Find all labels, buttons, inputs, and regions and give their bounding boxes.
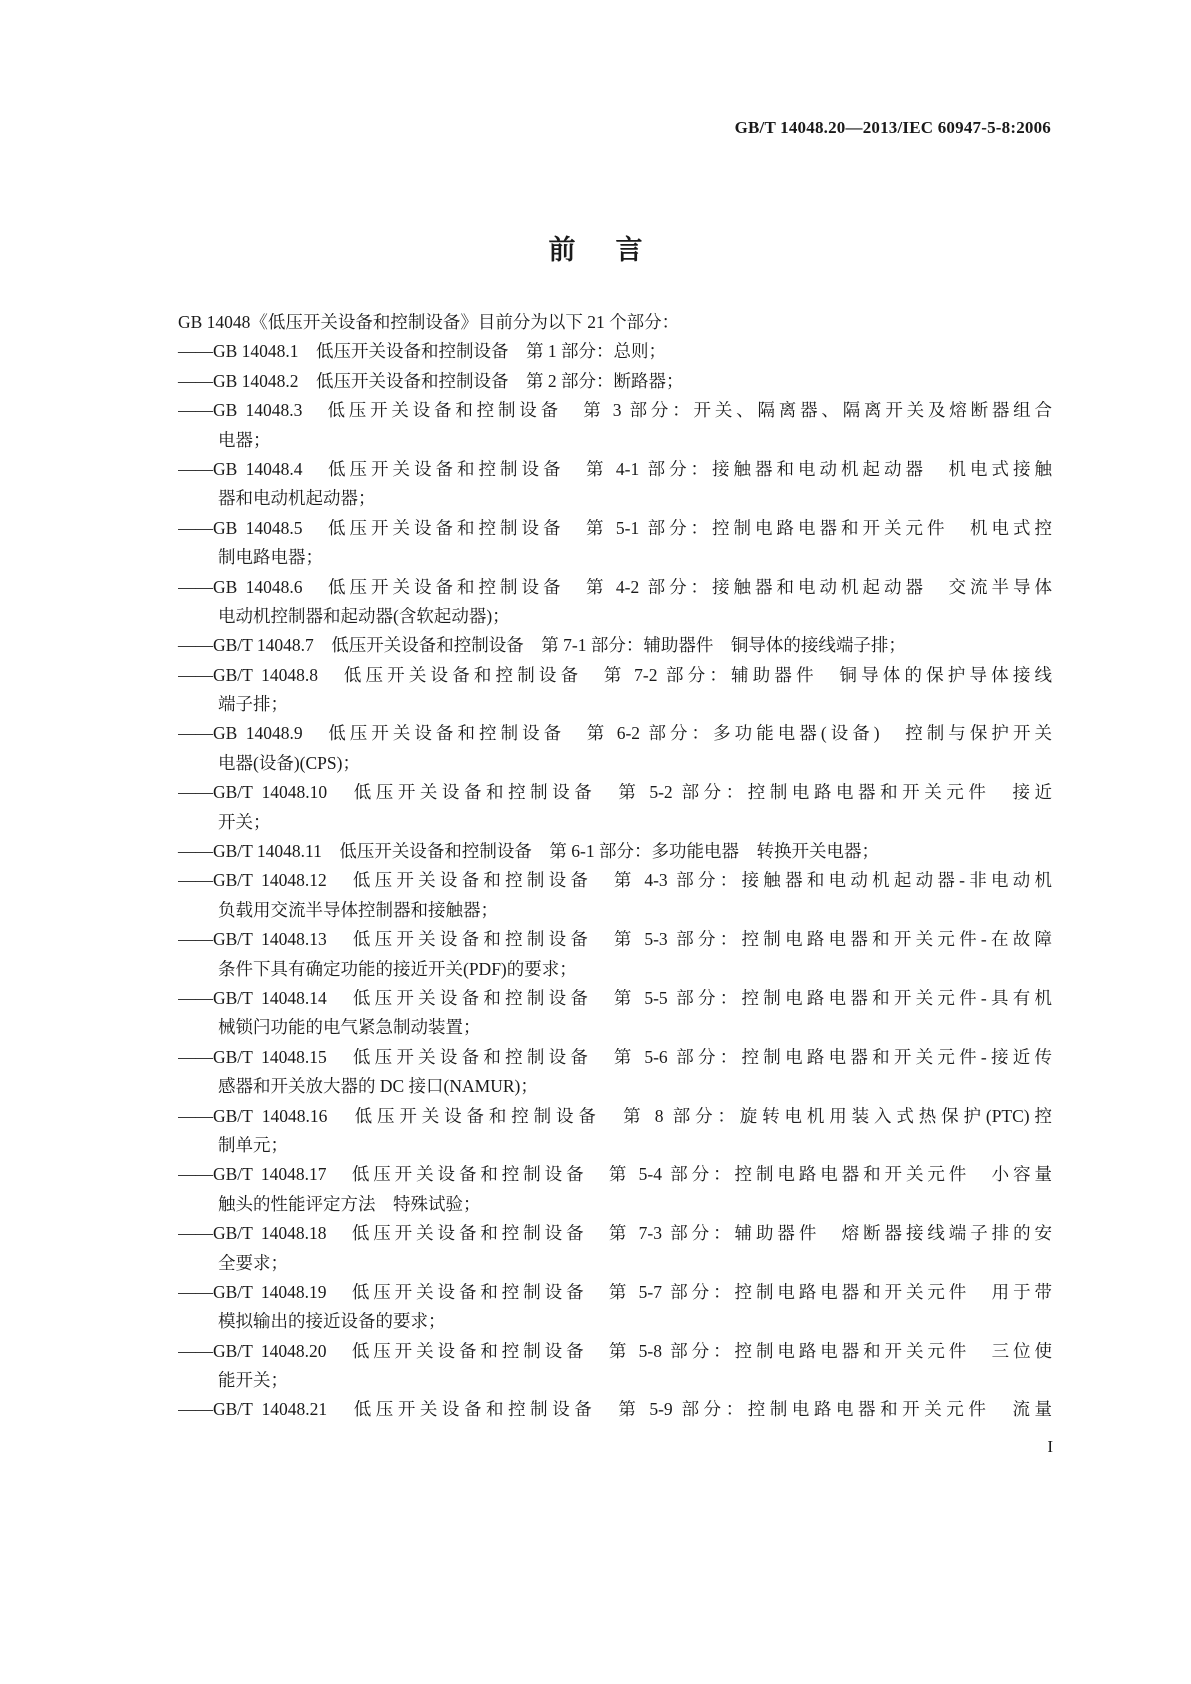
document-body [178,308,1052,1425]
list-item [178,925,1052,984]
list-item-line: ——GB 14048.3 低压开关设备和控制设备 第 3 部分：开关、隔离器、隔离开关及熔断器组合 [178,400,1052,421]
list-item-line: ——GB/T 14048.7 低压开关设备和控制设备 第 7-1 部分：辅助器件 铜导体的接线端子排； [178,635,906,656]
list-item-line: ——GB 14048.6 低压开关设备和控制设备 第 4-2 部分：接触器和电动机起动器 交流半导体 [178,576,1052,597]
page-title: 前言 [548,235,683,265]
list-item [178,367,1052,396]
list-item-line: ——GB/T 14048.8 低压开关设备和控制设备 第 7-2 部分：辅助器件 铜导体的保护导体接线 [178,664,1052,685]
list-item-continuation: 械锁闩功能的电气紧急制动装置； [218,1017,481,1038]
page-number: I [1047,1437,1053,1456]
list-item [178,1337,1052,1396]
intro-paragraph: GB 14048《低压开关设备和控制设备》目前分为以下 21 个部分： [178,312,680,332]
list-item-line: ——GB/T 14048.10 低压开关设备和控制设备 第 5-2 部分：控制电路电器和开关元件 接近 [178,782,1052,803]
list-item [178,514,1052,573]
list-item [178,1395,1052,1424]
standard-code-header: GB/T 14048.20—2013/IEC 60947-5-8:2006 [734,118,1051,137]
list-item [178,1160,1052,1219]
list-item [178,866,1052,925]
list-item-continuation: 电动机控制器和起动器(含软起动器)； [218,605,510,626]
list-item-continuation: 感器和开关放大器的 DC 接口(NAMUR)； [218,1076,538,1097]
list-item-line: ——GB 14048.5 低压开关设备和控制设备 第 5-1 部分：控制电路电器和开关元件 机电式控 [178,517,1052,538]
list-item [178,631,1052,660]
list-item-continuation: 条件下具有确定功能的接近开关(PDF)的要求； [218,958,577,979]
list-item-line: ——GB/T 14048.14 低压开关设备和控制设备 第 5-5 部分：控制电路电器和开关元件-具有机 [178,987,1052,1008]
list-item [178,1219,1052,1278]
list-item-continuation: 电器； [218,429,271,450]
list-item-continuation: 制电路电器； [218,547,323,568]
list-item-line: ——GB/T 14048.11 低压开关设备和控制设备 第 6-1 部分：多功能电器 转换开关电器； [178,841,879,862]
list-item-continuation: 负载用交流半导体控制器和接触器； [218,899,498,920]
list-item [178,984,1052,1043]
list-item-continuation: 开关； [218,811,271,832]
list-item [178,778,1052,837]
list-item-continuation: 端子排； [218,694,288,715]
list-item-continuation: 电器(设备)(CPS)； [218,752,360,773]
list-item-line: ——GB/T 14048.13 低压开关设备和控制设备 第 5-3 部分：控制电路电器和开关元件-在故障 [178,929,1052,950]
list-item-continuation: 触头的性能评定方法 特殊试验； [218,1193,481,1214]
list-item [178,396,1052,455]
list-item [178,1043,1052,1102]
list-item [178,1278,1052,1337]
list-item-line: ——GB/T 14048.15 低压开关设备和控制设备 第 5-6 部分：控制电路电器和开关元件-接近传 [178,1046,1052,1067]
list-item [178,1102,1052,1161]
list-item-line: ——GB 14048.9 低压开关设备和控制设备 第 6-2 部分：多功能电器(设备) 控制与保护开关 [178,723,1052,744]
list-item-continuation: 制单元； [218,1134,288,1155]
standard-parts-list [178,337,1052,1424]
list-item-continuation: 全要求； [218,1252,288,1273]
list-item-line: ——GB 14048.2 低压开关设备和控制设备 第 2 部分：断路器； [178,370,684,391]
list-item-line: ——GB/T 14048.20 低压开关设备和控制设备 第 5-8 部分：控制电路电器和开关元件 三位使 [178,1340,1052,1361]
list-item [178,719,1052,778]
list-item-line: ——GB/T 14048.21 低压开关设备和控制设备 第 5-9 部分：控制电路电器和开关元件 流量 [178,1399,1052,1420]
list-item [178,573,1052,632]
list-item [178,837,1052,866]
list-item-line: ——GB/T 14048.16 低压开关设备和控制设备 第 8 部分：旋转电机用装入式热保护(PTC)控 [178,1105,1052,1126]
list-item [178,455,1052,514]
list-item-line: ——GB 14048.1 低压开关设备和控制设备 第 1 部分：总则； [178,341,667,362]
list-item-continuation: 器和电动机起动器； [218,488,376,509]
list-item-line: ——GB/T 14048.12 低压开关设备和控制设备 第 4-3 部分：接触器和电动机起动器-非电动机 [178,870,1052,891]
list-item [178,661,1052,720]
list-item-continuation: 能开关； [218,1370,288,1391]
list-item-line: ——GB/T 14048.17 低压开关设备和控制设备 第 5-4 部分：控制电路电器和开关元件 小容量 [178,1164,1052,1185]
list-item-line: ——GB 14048.4 低压开关设备和控制设备 第 4-1 部分：接触器和电动机起动器 机电式接触 [178,458,1052,479]
list-item-line: ——GB/T 14048.18 低压开关设备和控制设备 第 7-3 部分：辅助器件 熔断器接线端子排的安 [178,1223,1052,1244]
list-item [178,337,1052,366]
list-item-continuation: 模拟输出的接近设备的要求； [218,1311,446,1332]
list-item-line: ——GB/T 14048.19 低压开关设备和控制设备 第 5-7 部分：控制电路电器和开关元件 用于带 [178,1281,1052,1302]
